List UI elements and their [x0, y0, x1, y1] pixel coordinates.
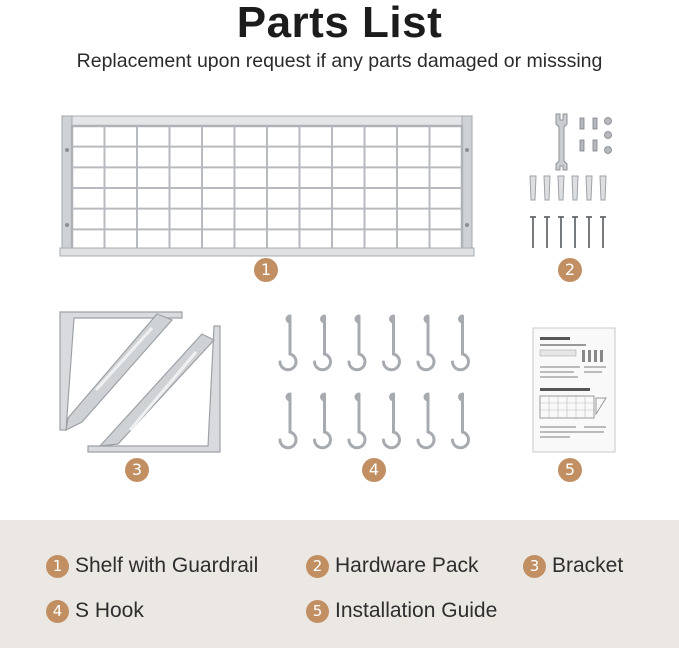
legend-item-shelf	[46, 553, 258, 579]
hardware-pack-image	[530, 114, 612, 248]
part-number-badge-1: 1	[254, 258, 278, 282]
legend-panel	[0, 520, 679, 648]
legend-badge: 3	[523, 555, 546, 578]
shelf-with-guardrail-image	[60, 116, 474, 256]
page-title: Parts List	[236, 0, 443, 47]
legend-badge: 5	[306, 600, 329, 623]
part-number-badge-4: 4	[362, 458, 386, 482]
legend-label: Shelf with Guardrail	[75, 554, 259, 577]
bracket-image	[60, 312, 220, 452]
part-number-badge-3: 3	[125, 458, 149, 482]
legend-label: Hardware Pack	[335, 554, 479, 577]
legend-badge: 4	[46, 600, 69, 623]
part-number-badge-5: 5	[558, 458, 582, 482]
legend-badge: 1	[46, 555, 69, 578]
legend-label: Installation Guide	[335, 599, 498, 622]
legend-label: Bracket	[552, 554, 624, 577]
legend-item-bracket	[523, 553, 623, 579]
installation-guide-image	[533, 328, 615, 452]
legend-badge: 2	[306, 555, 329, 578]
legend-item-installation-guide	[306, 598, 497, 624]
part-number-badge-2: 2	[558, 258, 582, 282]
legend-item-s-hook	[46, 598, 144, 624]
legend-label: S Hook	[75, 599, 144, 622]
page-subtitle: Replacement upon request if any parts damaged or misssing	[76, 50, 603, 72]
legend-item-hardware-pack	[306, 553, 479, 579]
s-hook-image	[280, 316, 468, 448]
